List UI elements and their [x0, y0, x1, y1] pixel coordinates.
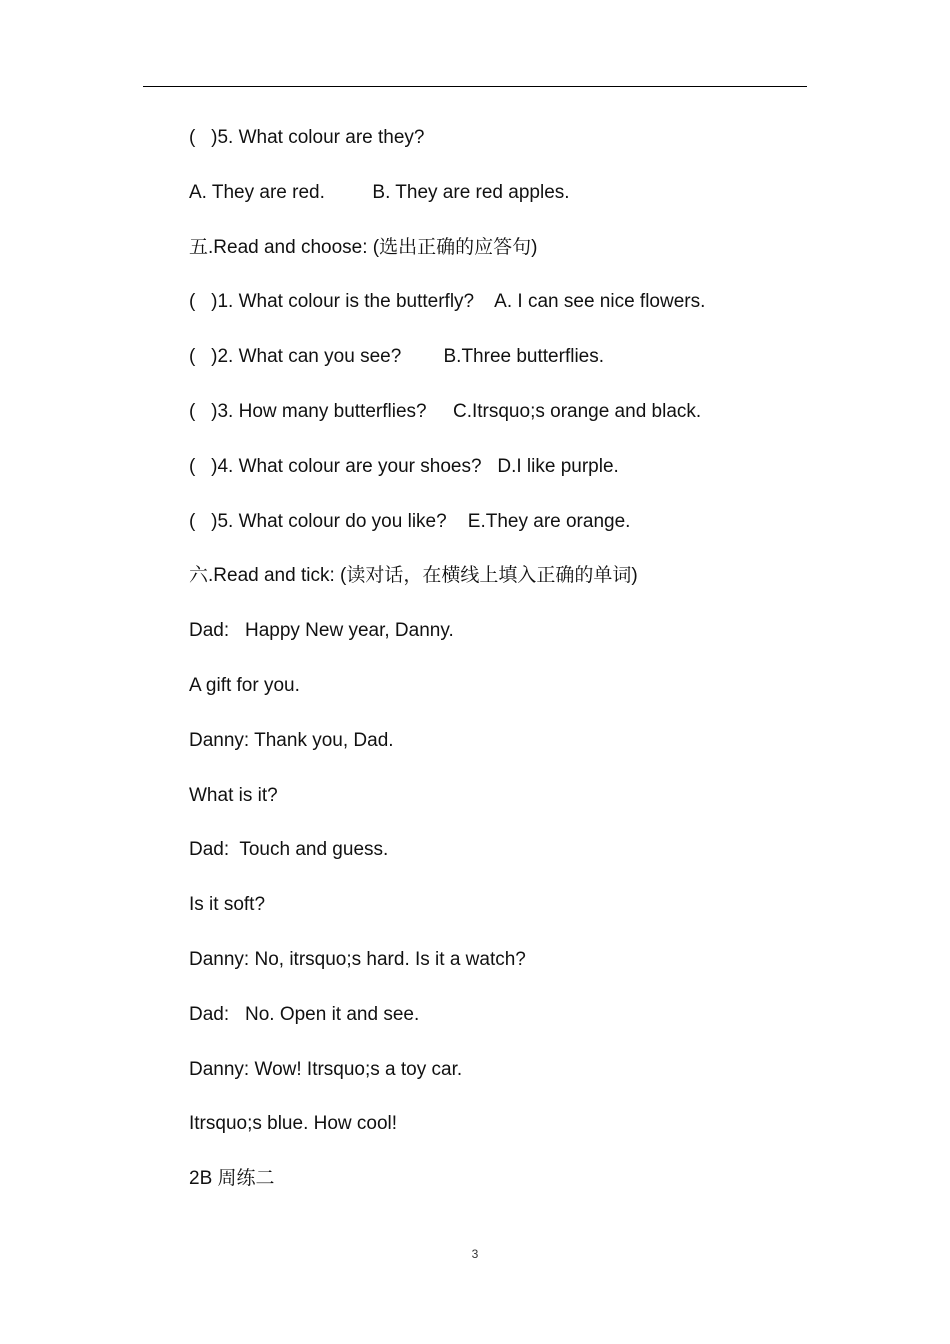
- dialogue-line: Danny: Thank you, Dad.: [189, 729, 394, 751]
- matching-question-line: ( )2. What can you see? B.Three butterflies.: [189, 346, 605, 368]
- document-body: [189, 124, 809, 1220]
- dialogue-line: Danny: No, itrsquo;s hard. Is it a watch?: [189, 948, 526, 970]
- dialogue-line: Dad: Touch and guess.: [189, 839, 389, 861]
- matching-question-line: ( )4. What colour are your shoes? D.I like purple.: [189, 455, 619, 477]
- dialogue-line: Dad: No. Open it and see.: [189, 1003, 420, 1025]
- dialogue-line: A gift for you.: [189, 674, 300, 696]
- matching-question-line: ( )3. How many butterflies? C.Itrsquo;s orange and black.: [189, 400, 702, 422]
- matching-question-line: ( )5. What colour do you like? E.They are orange.: [189, 510, 631, 532]
- section-title-weekly-practice: 2B 周练二: [189, 1168, 275, 1190]
- dialogue-line: Danny: Wow! Itrsquo;s a toy car.: [189, 1058, 463, 1080]
- answer-options-line: A. They are red. B. They are red apples.: [189, 181, 570, 203]
- matching-question-line: ( )1. What colour is the butterfly? A. I can see nice flowers.: [189, 291, 706, 313]
- dialogue-line: Itrsquo;s blue. How cool!: [189, 1113, 398, 1135]
- dialogue-line: Dad: Happy New year, Danny.: [189, 620, 454, 642]
- page-number: 3: [471, 1247, 479, 1261]
- section-heading-five: 五.Read and choose: (选出正确的应答句): [189, 236, 538, 258]
- dialogue-line: What is it?: [189, 784, 278, 806]
- question-line: ( )5. What colour are they?: [189, 127, 425, 148]
- dialogue-line: Is it soft?: [189, 894, 266, 916]
- section-heading-six: 六.Read and tick: (读对话，在横线上填入正确的单词): [189, 565, 638, 587]
- header-rule: [143, 86, 807, 87]
